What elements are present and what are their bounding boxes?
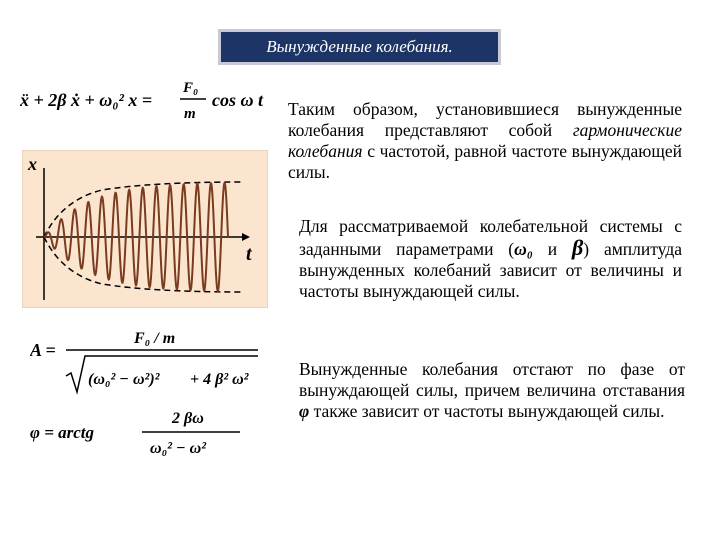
amplitude-lhs: A =: [30, 340, 56, 360]
amplitude-denominator-b: + 4 β² ω²: [190, 371, 249, 388]
paragraph1-emphasis: гармонические колебания: [288, 120, 682, 161]
phase-formula: [30, 405, 260, 465]
slide-title: Вынужденные колебания.: [266, 37, 453, 56]
paragraph1-text-a: Таким образом, установившиеся вынужденные колебания представляют собой: [288, 99, 682, 140]
y-axis-label: x: [28, 154, 37, 174]
paragraph-amplitude: [299, 216, 682, 302]
equation-denominator: m: [184, 106, 196, 122]
phase-lhs: φ = arctg: [30, 423, 95, 442]
amplitude-formula: [30, 326, 270, 398]
equation-numerator: F₀: [183, 80, 199, 96]
paragraph2-and: и: [532, 239, 572, 259]
paragraph3-text-a: Вынужденные колебания отстают по фазе от вынуждающей силы, причем величина отставания: [299, 359, 685, 400]
phase-numerator: 2 βω: [172, 410, 204, 427]
equation-of-motion: [20, 74, 270, 124]
equation-lhs: ẍ + 2β ẋ + ω₀² x =: [20, 90, 153, 110]
paragraph2-text-a: Для рассматриваемой колебательной системы с заданными параметрами (: [299, 216, 682, 259]
paragraph-phase-lag: [299, 359, 685, 422]
omega0-symbol: ω₀: [514, 239, 533, 259]
title-banner: [218, 29, 501, 65]
phase-denominator: ω₀² − ω²: [150, 440, 207, 457]
paragraph2-text-b: ) амплитуда вынужденных колебаний зависит от величины и частоты вынуждающей силы.: [299, 239, 682, 301]
equation-rhs: cos ω t: [212, 90, 264, 110]
paragraph1-text-b: с частотой, равной частоте вынуждающей силы.: [288, 141, 682, 182]
paragraph-steady-state: [288, 99, 682, 183]
oscillation-graph: [22, 150, 268, 308]
beta-symbol: β: [571, 235, 584, 260]
phi-symbol: φ: [299, 401, 310, 421]
paragraph3-text-b: также зависит от частоты вынуждающей силы.: [309, 401, 665, 421]
amplitude-denominator-a: (ω₀² − ω²)²: [88, 371, 160, 388]
amplitude-numerator: F₀ / m: [134, 330, 176, 347]
x-axis-label: t: [246, 243, 252, 265]
